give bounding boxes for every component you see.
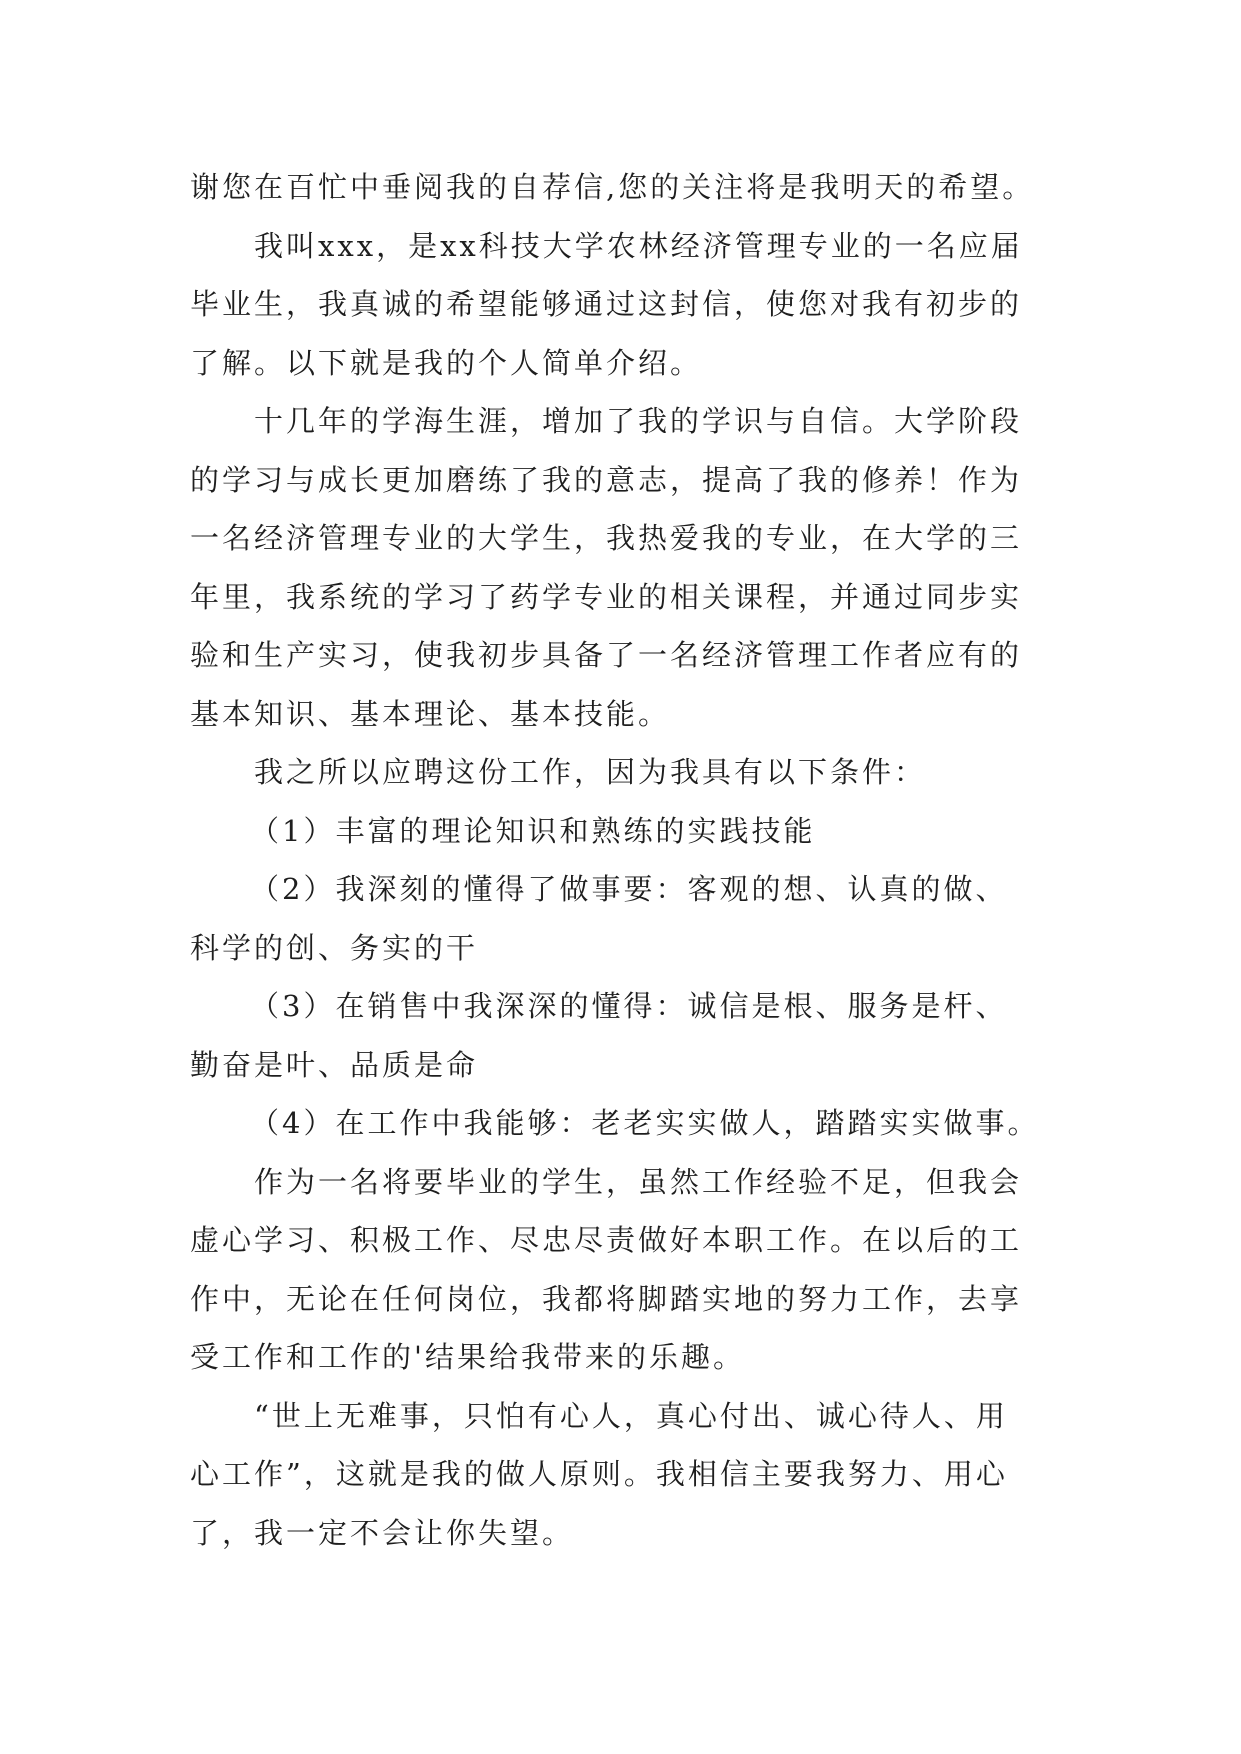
text-line: 我叫xxx，是xx科技大学农林经济管理专业的一名应届: [254, 228, 1023, 263]
text-line: 毕业生，我真诚的希望能够通过这封信，使您对我有初步的: [190, 287, 1023, 321]
text-line: 受工作和工作的'结果给我带来的乐趣。: [190, 1340, 745, 1374]
text-line: 基本知识、基本理论、基本技能。: [190, 696, 671, 731]
list-item-1: [190, 802, 1070, 861]
text-line: （1）丰富的理论知识和熟练的实践技能: [250, 813, 816, 848]
paragraph-4: [190, 743, 1070, 802]
list-item-3: [190, 977, 1070, 1094]
text-line: 心工作”，这就是我的做人原则。我相信主要我努力、用心: [190, 1457, 1008, 1491]
text-line: 作为一名将要毕业的学生，虽然工作经验不足，但我会: [254, 1164, 1023, 1199]
list-item-4: [190, 1094, 1070, 1153]
text-line: “世上无难事，只怕有心人，真心付出、诚心待人、用: [254, 1398, 1008, 1433]
text-line: 虚心学习、积极工作、尽忠尽责做好本职工作。在以后的工: [190, 1223, 1023, 1257]
paragraph-1: [190, 158, 1070, 217]
text-line: 了解。以下就是我的个人简单介绍。: [190, 345, 703, 380]
text-line: 年里，我系统的学习了药学专业的相关课程，并通过同步实: [190, 579, 1023, 614]
text-line: （4）在工作中我能够：老老实实做人，踏踏实实做事。: [250, 1106, 1040, 1140]
letter-body: [190, 158, 1070, 1562]
text-line: 作中，无论在任何岗位，我都将脚踏实地的努力工作，去享: [190, 1281, 1023, 1316]
list-item-2: [190, 860, 1070, 977]
text-line: （2）我深刻的懂得了做事要：客观的想、认真的做、: [250, 872, 1008, 906]
text-line: 的学习与成长更加磨练了我的意志，提高了我的修养！作为: [190, 462, 1023, 497]
text-line: （3）在销售中我深深的懂得：诚信是根、服务是杆、: [250, 989, 1008, 1023]
text-line: 十几年的学海生涯，增加了我的学识与自信。大学阶段: [254, 404, 1023, 438]
text-line: 我之所以应聘这份工作，因为我具有以下条件：: [254, 755, 927, 789]
text-line: 了，我一定不会让你失望。: [190, 1515, 575, 1550]
text-line: 一名经济管理专业的大学生，我热爱我的专业，在大学的三: [190, 521, 1023, 555]
text-line: 科学的创、务实的干: [190, 930, 479, 965]
text-line: 谢您在百忙中垂阅我的自荐信,您的关注将是我明天的希望。: [190, 170, 1035, 204]
paragraph-3: [190, 392, 1070, 743]
paragraph-6: [190, 1387, 1070, 1563]
paragraph-2: [190, 217, 1070, 393]
text-line: 勤奋是叶、品质是命: [190, 1047, 479, 1082]
text-line: 验和生产实习，使我初步具备了一名经济管理工作者应有的: [190, 638, 1023, 672]
paragraph-5: [190, 1153, 1070, 1387]
